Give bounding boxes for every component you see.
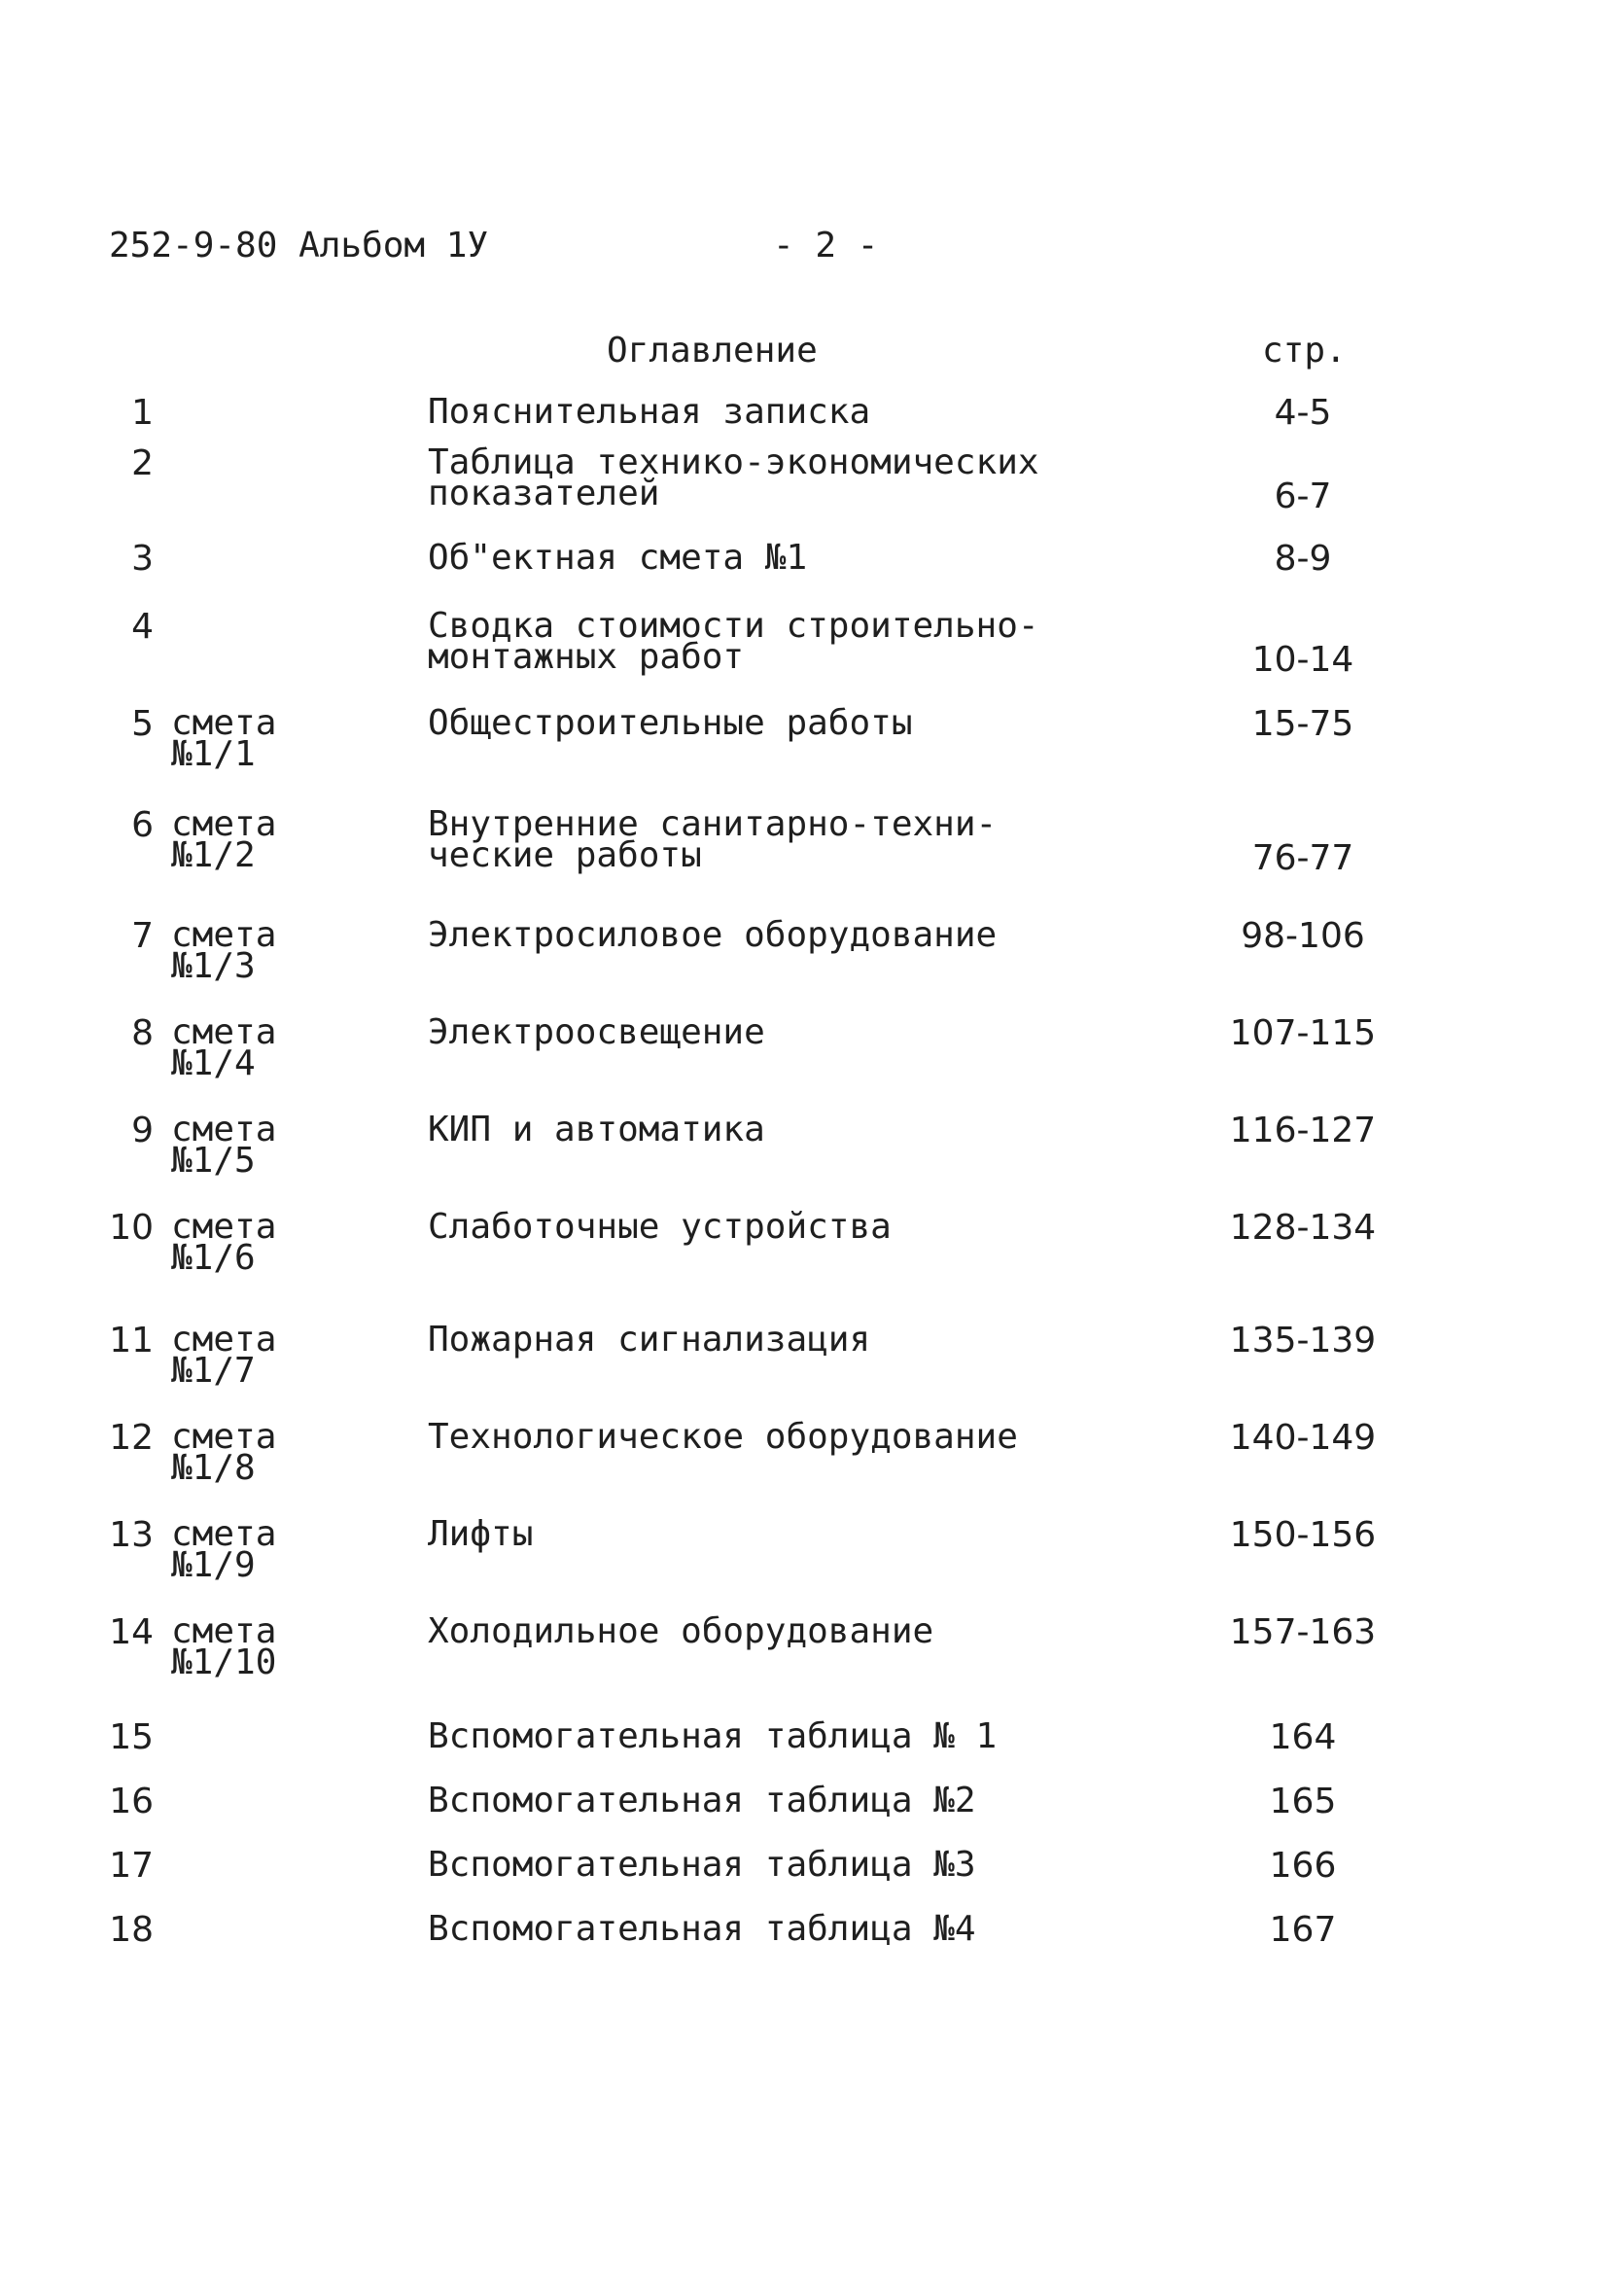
entry-title (428, 392, 871, 432)
estimate-ref: №1/8 (171, 1448, 256, 1488)
estimate-ref: №1/6 (171, 1238, 256, 1278)
estimate-label: смета (171, 804, 277, 844)
estimate-ref: №1/3 (171, 946, 256, 986)
entry-title (428, 804, 998, 875)
entry-pages: 140-149 (1229, 1418, 1377, 1458)
entry-number: 2 (131, 443, 154, 483)
entry-pages: 8-9 (1274, 539, 1332, 579)
entry-number: 11 (109, 1321, 154, 1360)
entry-number: 3 (131, 539, 154, 579)
entry-title-line: монтажных работ (428, 637, 745, 677)
estimate-label: смета (171, 1611, 277, 1651)
entry-pages: 157-163 (1229, 1612, 1377, 1652)
entry-estimate (171, 915, 277, 986)
entry-pages: 150-156 (1229, 1515, 1377, 1555)
entry-title-line: Об"ектная смета №1 (428, 538, 808, 578)
entry-pages: 15-75 (1251, 704, 1354, 744)
entry-estimate (171, 1207, 277, 1278)
entry-title (428, 915, 998, 955)
entry-number: 10 (109, 1208, 154, 1248)
entry-number: 15 (109, 1717, 154, 1757)
entry-title (428, 1781, 976, 1820)
entry-title-line: Электросиловое оборудование (428, 915, 998, 955)
entry-title-line: КИП и автоматика (428, 1110, 765, 1149)
entry-pages: 116-127 (1229, 1111, 1377, 1150)
entry-number: 14 (109, 1612, 154, 1652)
toc-title: Оглавление (607, 331, 818, 371)
entry-pages: 164 (1269, 1717, 1337, 1757)
entry-title-line: Технологическое оборудование (428, 1417, 1018, 1457)
entry-title-line: Холодильное оборудование (428, 1611, 934, 1651)
entry-title-line: Общестроительные работы (428, 703, 913, 743)
estimate-ref: №1/10 (171, 1643, 277, 1682)
entry-pages: 98-106 (1241, 916, 1365, 956)
estimate-label: смета (171, 1012, 277, 1052)
entry-title-line: Вспомогательная таблица №2 (428, 1781, 976, 1820)
entry-title (428, 1320, 871, 1360)
entry-title-line: Пояснительная записка (428, 392, 871, 432)
entry-estimate (171, 1611, 277, 1682)
estimate-ref: №1/9 (171, 1545, 256, 1585)
estimate-label: смета (171, 703, 277, 743)
entry-title (428, 1611, 934, 1651)
entry-number: 9 (131, 1111, 154, 1150)
entry-title (428, 1417, 1018, 1457)
entry-title (428, 442, 1039, 513)
entry-title-line: ческие работы (428, 835, 702, 875)
estimate-label: смета (171, 1514, 277, 1554)
entry-pages: 107-115 (1229, 1013, 1377, 1053)
entry-title (428, 1207, 892, 1247)
entry-pages: 6-7 (1274, 477, 1332, 516)
page-column-label: стр. (1262, 331, 1347, 371)
document-code: 252-9-80 Альбом 1У (109, 226, 489, 265)
entry-number: 4 (131, 607, 154, 647)
estimate-ref: №1/2 (171, 835, 256, 875)
entry-estimate (171, 1320, 277, 1391)
entry-title (428, 1110, 765, 1149)
entry-title-line: Внутренние санитарно-техни- (428, 804, 998, 844)
entry-title-line: Пожарная сигнализация (428, 1320, 871, 1360)
entry-title (428, 1716, 998, 1756)
entry-number: 6 (131, 805, 154, 845)
entry-title (428, 538, 808, 578)
entry-number: 5 (131, 704, 154, 744)
entry-estimate (171, 1417, 277, 1488)
entry-number: 12 (109, 1418, 154, 1458)
entry-title (428, 606, 1039, 677)
entry-title (428, 703, 913, 743)
estimate-label: смета (171, 1417, 277, 1457)
entry-number: 8 (131, 1013, 154, 1053)
estimate-ref: №1/5 (171, 1141, 256, 1181)
entry-title (428, 1845, 976, 1885)
estimate-label: смета (171, 1207, 277, 1247)
entry-number: 1 (131, 393, 154, 433)
entry-number: 13 (109, 1515, 154, 1555)
page-number: - 2 - (773, 226, 879, 265)
entry-pages: 4-5 (1274, 393, 1332, 433)
entry-pages: 10-14 (1251, 640, 1354, 680)
entry-pages: 167 (1269, 1910, 1337, 1950)
entry-title-line: показателей (428, 474, 660, 513)
entry-title-line: Слаботочные устройства (428, 1207, 892, 1247)
entry-title-line: Таблица технико-экономических (428, 442, 1039, 482)
entry-title-line: Вспомогательная таблица №3 (428, 1845, 976, 1885)
entry-title-line: Вспомогательная таблица №4 (428, 1909, 976, 1949)
estimate-ref: №1/4 (171, 1043, 256, 1083)
entry-title (428, 1514, 534, 1554)
entry-estimate (171, 1110, 277, 1181)
entry-title-line: Вспомогательная таблица № 1 (428, 1716, 998, 1756)
entry-title-line: Электроосвещение (428, 1012, 765, 1052)
entry-number: 18 (109, 1910, 154, 1950)
entry-estimate (171, 703, 277, 774)
estimate-ref: №1/7 (171, 1351, 256, 1391)
estimate-label: смета (171, 1320, 277, 1360)
entry-number: 7 (131, 916, 154, 956)
entry-number: 17 (109, 1846, 154, 1886)
entry-title (428, 1909, 976, 1949)
entry-number: 16 (109, 1782, 154, 1821)
entry-pages: 76-77 (1251, 838, 1354, 878)
entry-title-line: Сводка стоимости строительно- (428, 606, 1039, 646)
estimate-ref: №1/1 (171, 734, 256, 774)
entry-pages: 135-139 (1229, 1321, 1377, 1360)
entry-title-line: Лифты (428, 1514, 534, 1554)
estimate-label: смета (171, 1110, 277, 1149)
entry-pages: 166 (1269, 1846, 1337, 1886)
entry-estimate (171, 1514, 277, 1585)
entry-estimate (171, 804, 277, 875)
estimate-label: смета (171, 915, 277, 955)
entry-pages: 165 (1269, 1782, 1337, 1821)
entry-pages: 128-134 (1229, 1208, 1377, 1248)
entry-title (428, 1012, 765, 1052)
entry-estimate (171, 1012, 277, 1083)
